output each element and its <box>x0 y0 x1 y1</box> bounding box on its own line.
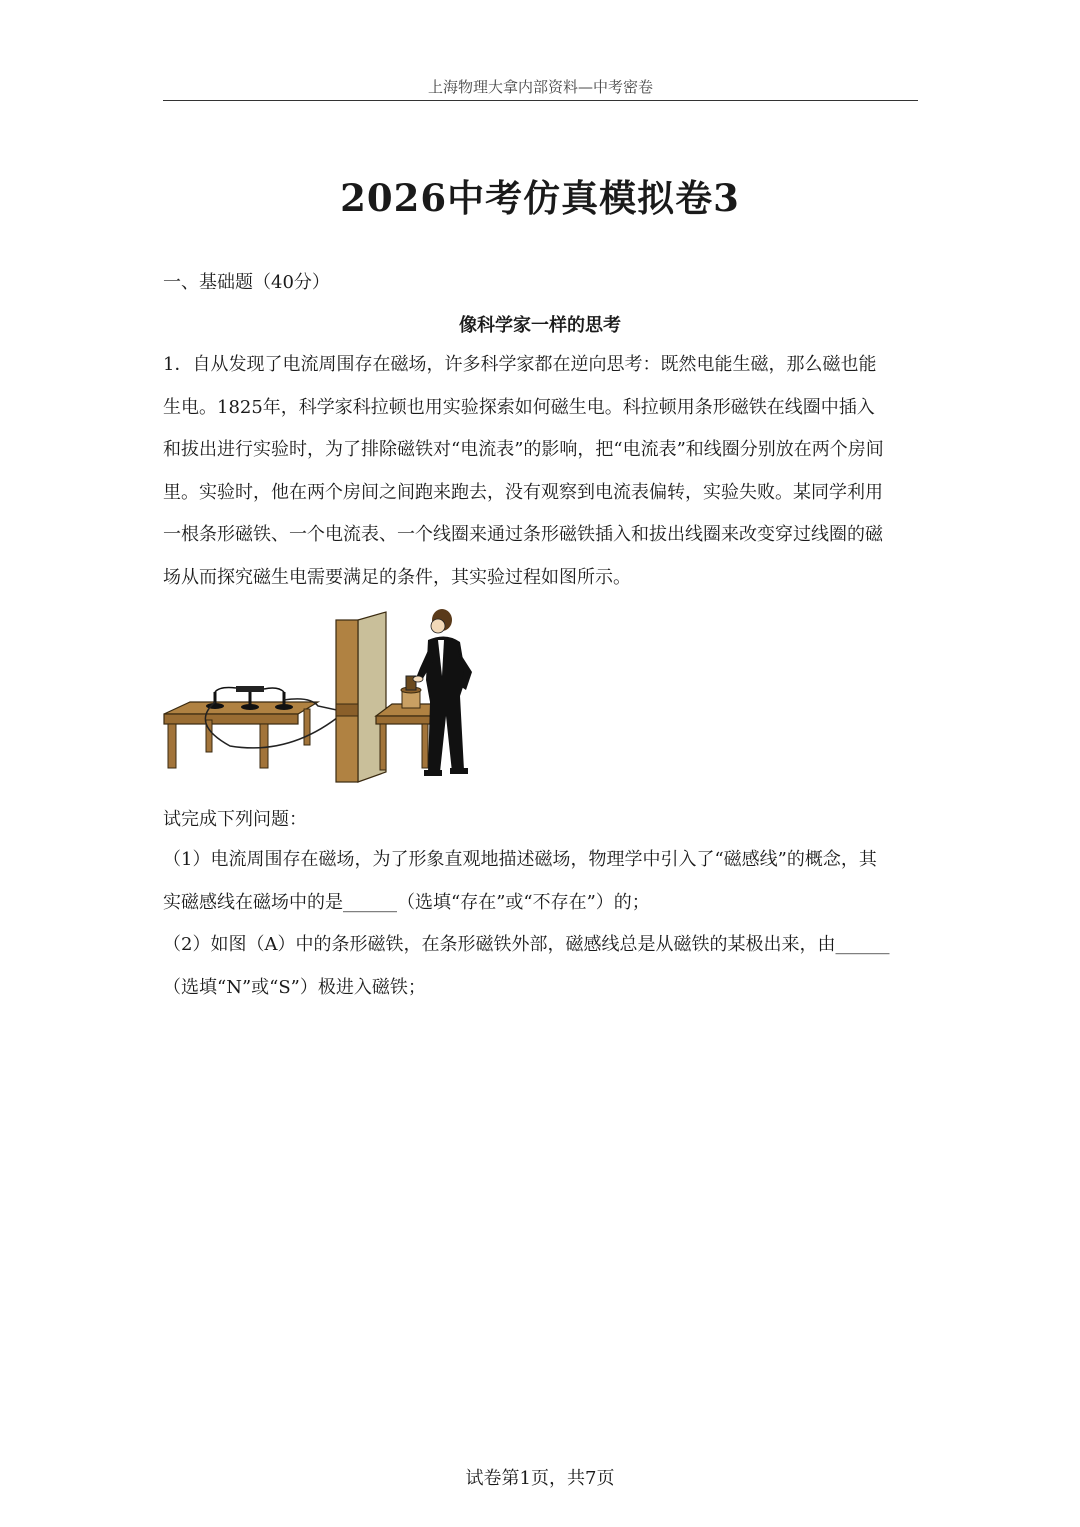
question-prompt: 试完成下列问题： <box>163 809 307 830</box>
question-1-line: 一根条形磁铁、一个电流表、一个线圈来通过条形磁铁插入和拔出线圈来改变穿过线圈的磁 <box>163 524 883 545</box>
page-footer: 试卷第1页，共7页 <box>465 1468 615 1489</box>
page-header: 上海物理大拿内部资料—中考密卷 <box>427 78 653 96</box>
sub-question-2-line: （2）如图（A）中的条形磁铁，在条形磁铁外部，磁感线总是从磁铁的某极出来，由______ <box>163 934 890 955</box>
sub-question-1 <box>163 839 918 924</box>
sub-question-1-line: （1）电流周围存在磁场，为了形象直观地描述磁场，物理学中引入了“磁感线”的概念，其 <box>163 849 877 870</box>
exam-title: 2026中考仿真模拟卷3 <box>340 176 740 220</box>
question-subheading: 像科学家一样的思考 <box>459 315 621 336</box>
sub-question-2-line: （选填“N”或“S”）极进入磁铁； <box>163 976 426 998</box>
galvanometer <box>206 686 293 710</box>
question-1-text <box>163 344 918 599</box>
question-1-line: 场从而探究磁生电需要满足的条件，其实验过程如图所示。 <box>163 566 631 588</box>
sub-question-2 <box>163 924 918 1009</box>
experiment-illustration <box>160 606 492 790</box>
question-1-line: 1．自从发现了电流周围存在磁场，许多科学家都在逆向思考：既然电能生磁，那么磁也能 <box>163 354 877 375</box>
sub-question-1-line: 实磁感线在磁场中的是______（选填“存在”或“不存在”）的； <box>163 891 650 913</box>
galvanometer-table <box>164 702 318 768</box>
section-heading: 一、基础题（40分） <box>163 272 330 293</box>
dividing-wall <box>336 612 386 782</box>
question-1-line: 和拔出进行实验时，为了排除磁铁对“电流表”的影响，把“电流表”和线圈分别放在两个房间 <box>163 439 884 460</box>
question-1-line: 里。实验时，他在两个房间之间跑来跑去，没有观察到电流表偏转，实验失败。某同学利用 <box>163 481 883 503</box>
question-1-line: 生电。1825年，科学家科拉顿也用实验探索如何磁生电。科拉顿用条形磁铁在线圈中插入 <box>163 396 875 418</box>
header-divider <box>163 100 918 101</box>
